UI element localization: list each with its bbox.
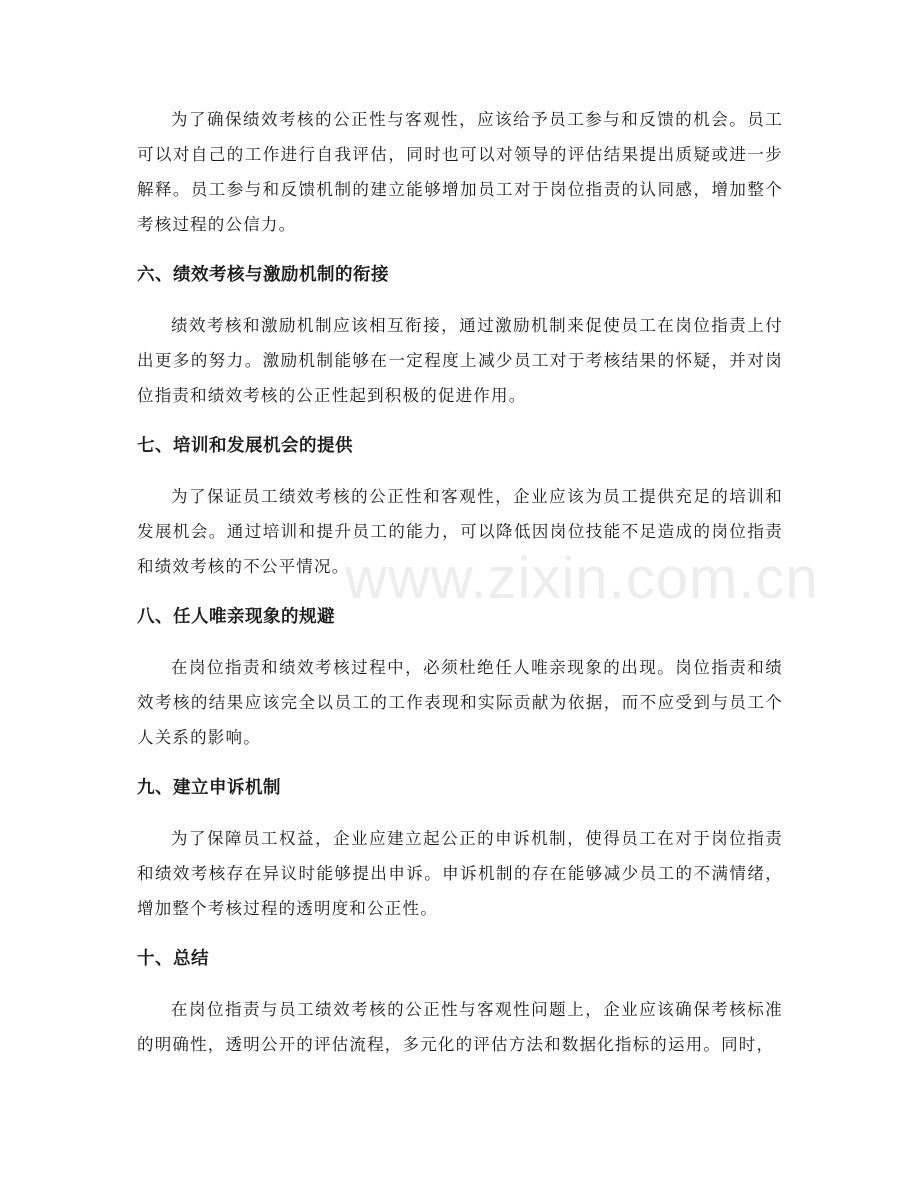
heading-section-9: 九、建立申诉机制 (137, 778, 281, 798)
paragraph-feedback: 为了确保绩效考核的公正性与客观性，应该给予员工参与和反馈的机会。员工可以对自己的工作进行自我评估，同时也可以对领导的评估结果提出质疑或进一步解释。员工参与和反馈机制的建立能够增加员工对于岗位指责的认同感，增加整个考核过程的公信力。 (137, 110, 783, 234)
heading-section-6: 六、绩效考核与激励机制的衔接 (137, 265, 389, 285)
paragraph-section-10: 在岗位指责与员工绩效考核的公正性与客观性问题上，企业应该确保考核标准的明确性，透明公开的评估流程，多元化的评估方法和数据化指标的运用。同时， (137, 1000, 783, 1054)
paragraph-section-6: 绩效考核和激励机制应该相互衔接，通过激励机制来促使员工在岗位指责上付出更多的努力。激励机制能够在一定程度上减少员工对于考核结果的怀疑，并对岗位指责和绩效考核的公正性起到积极的促进作用。 (137, 316, 783, 405)
heading-section-8: 八、任人唯亲现象的规避 (137, 607, 335, 627)
heading-section-10: 十、总结 (137, 949, 209, 969)
paragraph-section-7: 为了保证员工绩效考核的公正性和客观性，企业应该为员工提供充足的培训和发展机会。通过培训和提升员工的能力，可以降低因岗位技能不足造成的岗位指责和绩效考核的不公平情况。 (137, 487, 783, 576)
heading-section-7: 七、培训和发展机会的提供 (137, 436, 353, 456)
paragraph-section-8: 在岗位指责和绩效考核过程中，必须杜绝任人唯亲现象的出现。岗位指责和绩效考核的结果应该完全以员工的工作表现和实际贡献为依据，而不应受到与员工个人关系的影响。 (137, 658, 783, 747)
watermark-text: www.zixin.com.cn (345, 546, 819, 611)
paragraph-section-9: 为了保障员工权益，企业应建立起公正的申诉机制，使得员工在对于岗位指责和绩效考核存在异议时能够提出申诉。申诉机制的存在能够减少员工的不满情绪，增加整个考核过程的透明度和公正性。 (137, 829, 783, 918)
